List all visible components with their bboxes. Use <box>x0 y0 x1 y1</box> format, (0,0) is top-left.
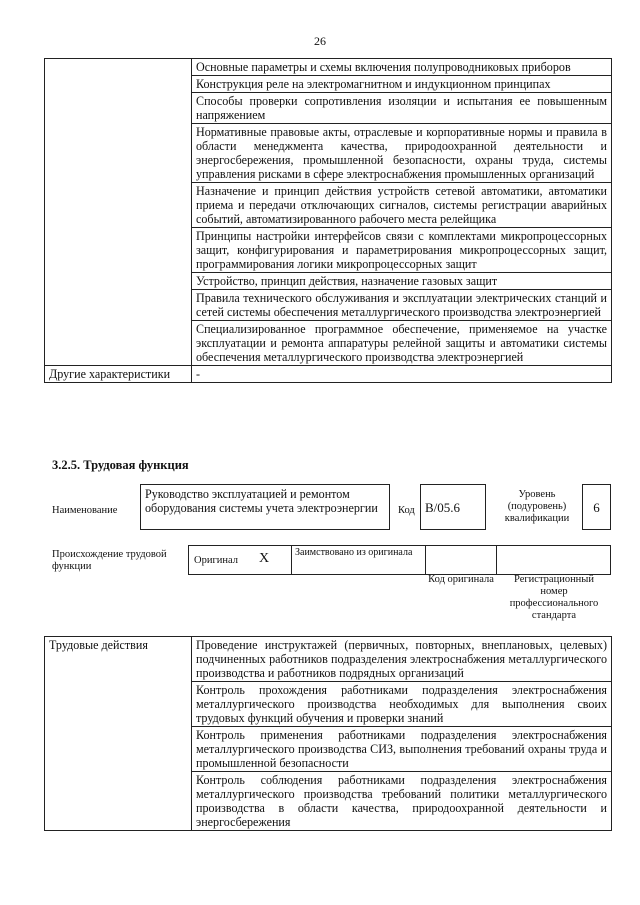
reg-number-box <box>496 545 611 575</box>
actions-table <box>44 636 612 831</box>
borrowed-box <box>291 545 426 575</box>
knowledge-item: Способы проверки сопротивления изоляции и испытания ее повышенным напряжением <box>192 93 612 124</box>
origin-label: Происхождение трудовой функции <box>52 549 167 572</box>
knowledge-item: Специализированное программное обеспечение, применяемое на участке эксплуатации и ремонта аппаратуры релейной защиты и автоматики системы обеспечения металлургического производства электроэнергией <box>192 321 612 366</box>
level-label: Уровень (подуровень) квалификации <box>504 489 570 524</box>
knowledge-item: Назначение и принцип действия устройств сетевой автоматики, автоматики приема и передачи отключающих сигналов, системы регистрации аварийных событий, автоматизированного рабочего места релейщика <box>192 183 612 228</box>
other-characteristics-value: - <box>192 366 612 383</box>
knowledge-item: Правила технического обслуживания и эксплуатации электрических станций и сетей системы обеспечения металлургического производства электроэнергией <box>192 290 612 321</box>
original-code-box <box>425 545 497 575</box>
page-number: 26 <box>314 34 326 48</box>
original-mark: X <box>259 551 270 566</box>
action-item: Контроль прохождения работниками подразделения электроснабжения металлургического производства необходимых для выполнения своих трудовых функций обучения и проверки знаний <box>192 682 612 727</box>
borrowed-label: Заимствовано из оригинала <box>295 547 413 558</box>
function-name-box: Руководство эксплуатацией и ремонтом оборудования системы учета электроэнергии <box>140 484 390 530</box>
reg-caption: Регистрационный номер профессионального стандарта <box>509 574 599 621</box>
code-caption: Код оригинала <box>428 574 494 585</box>
actions-label: Трудовые действия <box>45 637 192 831</box>
code-value-box: B/05.6 <box>420 484 486 530</box>
name-label: Наименование <box>52 505 118 516</box>
action-item: Проведение инструктажей (первичных, повторных, внеплановых, целевых) подчиненных работников подразделения электроснабжения металлургического производства и работников подрядных организаций <box>192 637 612 682</box>
section-heading: 3.2.5. Трудовая функция <box>52 458 189 472</box>
knowledge-item: Устройство, принцип действия, назначение газовых защит <box>192 273 612 290</box>
knowledge-label-cell <box>45 59 192 366</box>
code-label: Код <box>398 505 415 516</box>
other-characteristics-label: Другие характеристики <box>45 366 192 383</box>
level-value-box: 6 <box>582 484 611 530</box>
action-item: Контроль соблюдения работниками подразделения электроснабжения металлургического производства требований политики металлургического производства в области качества, природоохранной деятельности и энергосбережения <box>192 772 612 831</box>
original-label: Оригинал <box>194 555 238 566</box>
table-row <box>45 637 612 682</box>
knowledge-table <box>44 58 612 383</box>
table-row <box>45 366 612 383</box>
table-row <box>45 59 612 76</box>
knowledge-item: Принципы настройки интерфейсов связи с комплектами микропроцессорных защит, конфигурирования и параметрирования микропроцессорных защит, программирования логики микропроцессорных защит <box>192 228 612 273</box>
knowledge-item: Основные параметры и схемы включения полупроводниковых приборов <box>192 59 612 76</box>
knowledge-item: Конструкция реле на электромагнитном и индукционном принципах <box>192 76 612 93</box>
original-box <box>188 545 292 575</box>
action-item: Контроль применения работниками подразделения электроснабжения металлургического производства СИЗ, выполнения требований охраны труда и промышленной безопасности <box>192 727 612 772</box>
knowledge-item: Нормативные правовые акты, отраслевые и корпоративные нормы и правила в области менеджмента качества, природоохранной деятельности и энергосбережения, промышленной безопасности, охраны труда, системы управления рисками в сфере электроснабжения промышленных организаций <box>192 124 612 183</box>
